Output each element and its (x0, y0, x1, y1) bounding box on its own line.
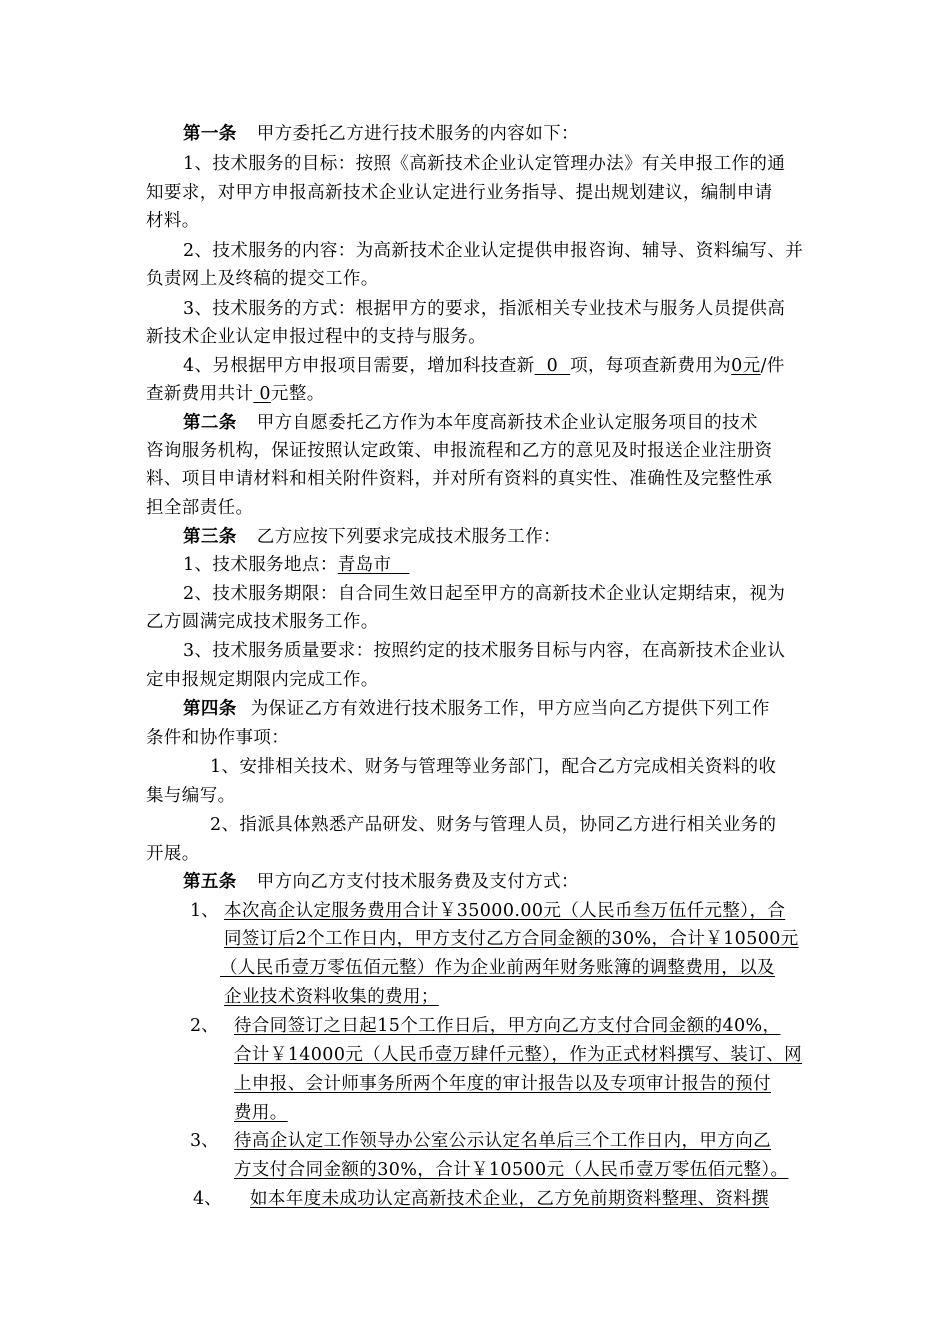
article-4-item-1-line-2: 集与编写。 (146, 786, 236, 806)
article-3-item-1 (183, 552, 409, 578)
article-1-item-1-line-2: 知要求，对甲方申报高新技术企业认定进行业务指导、提出规划建议，编制申请 (146, 183, 773, 203)
article-1-item-2-line-1: 2、技术服务的内容：为高新技术企业认定提供申报咨询、辅导、资料编写、并 (183, 241, 804, 261)
article-4-line-2: 条件和协作事项： (146, 728, 290, 748)
article-1-item-3-line-2: 新技术企业认定申报过程中的支持与服务。 (146, 327, 487, 347)
article-1-item-4-line-2 (146, 381, 325, 407)
payment-4-number: 4、 (193, 1189, 222, 1209)
item-4-text-b: 项，每项查新费用为 (570, 356, 732, 376)
article-3-item-2-line-2: 乙方圆满完成技术服务工作。 (146, 612, 379, 632)
article-3-heading-line (183, 524, 561, 550)
novelty-search-count: 0 (546, 356, 559, 376)
service-location-label: 1、技术服务地点： (183, 555, 338, 575)
payment-1-line-3: （人民币壹万零伍佰元整）作为企业前两年财务账簿的调整费用，以及 (220, 958, 775, 978)
article-2-line-3: 料、项目申请材料和相关附件资料，并对所有资料的真实性、准确性及完整性承 (146, 469, 773, 489)
article-2-line-4: 担全部责任。 (146, 498, 254, 518)
article-1-intro: 甲方委托乙方进行技术服务的内容如下： (256, 124, 579, 144)
article-2-heading: 第二条 (183, 413, 237, 433)
item-4-text-c: /件 (760, 356, 785, 376)
payment-4-line-1: 如本年度未成功认定高新技术企业，乙方免前期资料整理、资料撰 (250, 1189, 770, 1209)
article-2-line-1 (183, 410, 758, 436)
payment-2-line-3: 上申报、会计师事务所两个年度的审计报告以及专项审计报告的预付 (234, 1074, 771, 1094)
item-4-total-label: 查新费用共计 (146, 384, 254, 404)
article-2-text: 甲方自愿委托乙方作为本年度高新技术企业认定服务项目的技术 (256, 413, 758, 433)
item-4-text-a: 4、另根据甲方申报项目需要，增加科技查新 (183, 356, 535, 376)
payment-2-line-2: 合计￥14000元（人民币壹万肆仟元整），作为正式材料撰写、装订、网 (234, 1045, 803, 1065)
payment-1-line-1: 本次高企认定服务费用合计￥35000.00元（人民币叁万伍仟元整），合 (224, 901, 786, 921)
article-5-heading: 第五条 (183, 872, 237, 892)
payment-1-number: 1、 (190, 901, 219, 921)
article-2-line-2: 咨询服务机构，保证按照认定政策、申报流程和乙方的意见及时报送企业注册资 (146, 441, 773, 461)
article-1-heading: 第一条 (183, 124, 237, 144)
article-3-heading: 第三条 (183, 527, 237, 547)
article-3-intro: 乙方应按下列要求完成技术服务工作： (256, 527, 562, 547)
article-5-intro: 甲方向乙方支付技术服务费及支付方式： (256, 872, 579, 892)
payment-2-line-1: 待合同签订之日起15个工作日后，甲方向乙方支付合同金额的40%， (234, 1016, 781, 1036)
article-1-item-1-line-1: 1、技术服务的目标：按照《高新技术企业认定管理办法》有关申报工作的通 (183, 154, 786, 174)
payment-1-line-4: 企业技术资料收集的费用； (224, 987, 439, 1007)
article-4-text: 为保证乙方有效进行技术服务工作，甲方应当向乙方提供下列工作 (250, 699, 770, 719)
article-4-item-1-line-1: 1、安排相关技术、财务与管理等业务部门，配合乙方完成相关资料的收 (210, 757, 777, 777)
article-4-heading: 第四条 (183, 699, 237, 719)
article-1-item-2-line-2: 负责网上及终稿的提交工作。 (146, 269, 379, 289)
article-1-heading-line (183, 121, 579, 147)
article-4-line-1 (183, 696, 770, 722)
article-1-item-1-line-3: 材料。 (146, 211, 200, 231)
payment-3-line-1: 待高企认定工作领导办公室公示认定名单后三个工作日内，甲方向乙 (234, 1131, 771, 1151)
payment-2-line-4: 费用。 (234, 1103, 288, 1123)
novelty-search-price: 0元 (731, 356, 761, 376)
article-3-item-3-line-1: 3、技术服务质量要求：按照约定的技术服务目标与内容，在高新技术企业认 (183, 641, 786, 661)
article-3-item-2-line-1: 2、技术服务期限：自合同生效日起至甲方的高新技术企业认定期结束，视为 (183, 584, 786, 604)
article-1-item-3-line-1: 3、技术服务的方式：根据甲方的要求，指派相关专业技术与服务人员提供高 (183, 299, 786, 319)
article-5-heading-line (183, 869, 579, 895)
item-4-total-suffix: 元整。 (270, 384, 325, 404)
payment-3-line-2: 方支付合同金额的30%，合计￥10500元（人民币壹万零伍佰元整）。 (234, 1160, 789, 1180)
payment-2-number: 2、 (190, 1016, 219, 1036)
novelty-search-total: 0 (259, 384, 271, 404)
service-location: 青岛市 (337, 555, 392, 575)
payment-3-number: 3、 (190, 1131, 219, 1151)
payment-1-line-2: 同签订后2个工作日内，甲方支付乙方合同金额的30%，合计￥10500元 (224, 929, 799, 949)
article-3-item-3-line-2: 定申报规定期限内完成工作。 (146, 670, 379, 690)
article-4-item-2-line-1: 2、指派具体熟悉产品研发、财务与管理人员，协同乙方进行相关业务的 (210, 815, 777, 835)
article-1-item-4-line-1 (183, 353, 785, 379)
article-4-item-2-line-2: 开展。 (146, 844, 200, 864)
